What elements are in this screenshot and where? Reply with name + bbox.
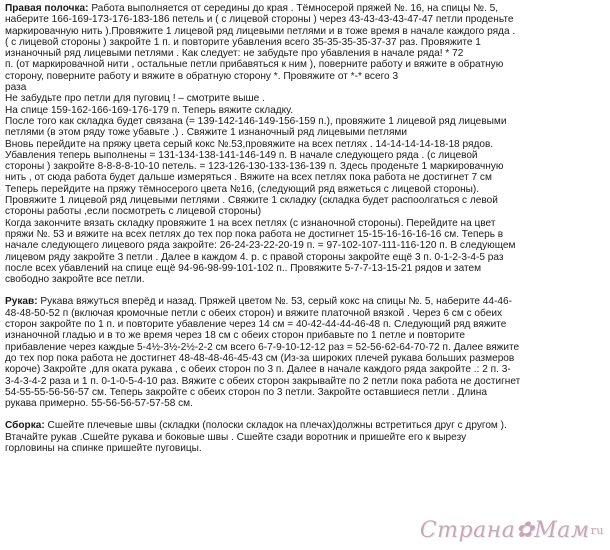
line-text: Рукава вяжуться вперёд и назад. Пряжей цветом №. 53, серый кокс на спицы №. 5, наберите 44-46- xyxy=(37,296,512,308)
text-line xyxy=(5,14,605,25)
line-text: начале следующего лицевого ряда закройте: 26-24-23-22-20-19 п. = 97-102-107-111-116-120 п. В следующем xyxy=(5,240,516,252)
text-line xyxy=(5,263,605,274)
text-line xyxy=(5,353,605,364)
line-text: наберите 166-169-173-176-183-186 петель и ( с лицевой стороны ) через 43-43-43-43-47-47 петли проденьте xyxy=(5,14,514,26)
line-text: нить , от сюда работа будет дальше измеряться . Вяжите на всех петлях пока работа не достигнет 7 см xyxy=(5,172,492,184)
line-text: 48-48-50-52 п (включая кромочные петли с обеих сторон) и вяжите платочной вязкой . Через 6 см с обеих xyxy=(5,307,503,319)
text-line xyxy=(5,48,605,59)
text-line xyxy=(5,116,605,127)
text-line xyxy=(5,420,605,431)
text-line xyxy=(5,387,605,398)
text-line xyxy=(5,26,605,37)
text-line xyxy=(5,432,605,443)
section-paragraph xyxy=(5,420,605,454)
text-line xyxy=(5,93,605,104)
section-spacer xyxy=(5,285,605,296)
line-text: стороны работы ,если посмотреть с лицевой стороны) xyxy=(5,206,262,218)
line-text: короче) Закройте ,для оката рукава , с обеих сторон по 3 п. Далее в начале каждого ряда закройте .: 2 п. 3- xyxy=(5,364,511,376)
line-text: лицевом ряду закройте 3 петли . Далее в каждом 4. р. с правой стороны закройте ещё 3 п. 0-1-2-3-4-5 раз xyxy=(5,251,504,263)
text-line xyxy=(5,139,605,150)
watermark-domain: ru xyxy=(590,523,604,537)
text-line xyxy=(5,161,605,172)
text-line xyxy=(5,3,605,14)
text-line xyxy=(5,195,605,206)
line-text: до тех пор пока работа не достигнет 48-48-48-46-45-43 см (Из-за широких плечей рукава больших размеров xyxy=(5,352,515,364)
line-text: Не забудьте про петли для пуговиц ! – смотрите выше . xyxy=(5,93,265,105)
text-line xyxy=(5,274,605,285)
line-text: изнаночный ряд лицевыми петлями . Как следует: не забудьте про убавления в начале ряда! * 72 xyxy=(5,48,464,60)
line-text: сторон закройте по 1 п. и повторите убавление через 14 см = 40-42-44-44-46-48 п. Следующий ряд вяжите xyxy=(5,319,507,331)
text-line xyxy=(5,184,605,195)
line-text: Провяжите 1 лицевой ряд лицевыми петлями . Свяжите 1 складку (складка будет распоолгаться с левой xyxy=(5,195,498,207)
line-text: Вновь перейдите на пряжу цвета серый кокс №.53,провяжите на всех петлях . 14-14-14-14-18-18 рядов. xyxy=(5,138,494,150)
text-line xyxy=(5,71,605,82)
text-line xyxy=(5,296,605,307)
text-line xyxy=(5,59,605,70)
text-line xyxy=(5,330,605,341)
line-text: рукава примерно. 55-56-56-57-57-58 см. xyxy=(5,398,193,410)
site-watermark-logo: Страна✿Мам$^{ru}$ xyxy=(419,517,604,543)
text-line xyxy=(5,308,605,319)
line-text: После того как складка будет связана (= 139-142-146-149-156-159 п.), провяжите 1 лицевой ряд лицевыми xyxy=(5,115,507,127)
line-text: Работа выполняется от середины до края . Тёмносерой пряжей №. 16, на спицы №. 5, xyxy=(88,3,499,14)
text-line xyxy=(5,229,605,240)
text-line xyxy=(5,252,605,263)
watermark-text2: Мам xyxy=(534,517,590,543)
text-line xyxy=(5,319,605,330)
text-line xyxy=(5,240,605,251)
text-line xyxy=(5,218,605,229)
text-line xyxy=(5,82,605,93)
text-line xyxy=(5,364,605,375)
text-line xyxy=(5,398,605,409)
section-heading: Рукав: xyxy=(5,296,38,308)
line-text: 54-55-55-56-56-57 см. Теперь закройте с обеих сторон по 3 петли. Закройте оставшиеся петли . Длина xyxy=(5,386,487,398)
section-heading: Правая полочка: xyxy=(5,3,89,14)
line-text: после всех убавлений на спице ещё 94-96-98-99-101-102 п.. Провяжите 5-7-7-13-15-21 рядов и затем xyxy=(5,262,482,274)
line-text: стороны ) закройте 8-8-8-8-10-10 петель. = 123-126-130-133-136-139 п. Здесь проденьте 1 маркировачную xyxy=(5,161,504,173)
text-line xyxy=(5,376,605,387)
section-paragraph xyxy=(5,296,605,409)
text-line xyxy=(5,37,605,48)
text-line xyxy=(5,206,605,217)
watermark-text: Страна xyxy=(419,517,516,543)
line-text: петлями (в этом ряду тоже убавьте .) . Свяжите 1 изнаночный ряд лицевыми петлями xyxy=(5,127,407,139)
document-body xyxy=(5,3,605,454)
line-text: изнаночной гладью и в то же время через 18 см с обеих сторон прибавьте по 1 петле и повторите xyxy=(5,330,466,342)
line-text: горловины на спинке пришейте пуговицы. xyxy=(5,442,202,454)
section-paragraph xyxy=(5,3,605,285)
section-heading: Сборка: xyxy=(5,420,45,432)
text-line xyxy=(5,342,605,353)
line-text: раза xyxy=(5,82,27,94)
line-text: свободно закройте все петли. xyxy=(5,274,145,286)
line-text: пряжи №. 53 и вяжите на всех петлях до тех пор пока работа не достигнет 15-15-16-16-16-16 см. Теперь в xyxy=(5,228,504,240)
line-text: прибавление через каждые 5-4½-3½-2½-2-2 см всего 6-7-9-10-12-12 раз = 52-56-62-64-70-72 п. Далее вяжите xyxy=(5,341,520,353)
line-text: п. (от маркировачной нити , остальные петли прибавяться к ним ), поверните работу и вяжите в обратную xyxy=(5,59,504,71)
line-text: Убавления теперь выполнены = 131-134-138-141-146-149 п. В начале следующего ряда . (с лицевой xyxy=(5,149,478,161)
line-text: ( с лицевой стороны ) закройте 1 п. и повторите убавления всего 35-35-35-35-37-37 раз. Провяжите 1 xyxy=(5,36,481,48)
text-line xyxy=(5,105,605,116)
section-spacer xyxy=(5,409,605,420)
line-text: 3-4-3-4-2 раза и 1 п. 0-1-0-5-4-10 раз. Вяжите с обеих сторон закрывайте по 2 петли пока работа не достигнет xyxy=(5,375,521,387)
text-line xyxy=(5,443,605,454)
line-text: маркировачную нить ).Провяжите 1 лицевой ряд лицевыми петлями и в тоже время в начале каждого ряда . xyxy=(5,25,516,37)
line-text: На спице 159-162-166-169-176-179 п. Теперь вяжите складку. xyxy=(5,104,294,116)
line-text: сторону, поверните работу и вяжите в обратную сторону *. Провяжите от *-* всего 3 xyxy=(5,70,399,82)
line-text: Теперь перейдите на пряжу тёмносерого цвета №16, (следующий ряд вяжеться с лицевой стороны). xyxy=(5,183,480,195)
line-text: Сшейте плечевые швы (складки (полоски складок на плечах)должны встретиться друг с другом ). xyxy=(44,420,507,432)
text-line xyxy=(5,127,605,138)
line-text: Когда закончите вязать складку провяжите 1 на всех петлях (с изнаночной стороны). Перейдите на цвет xyxy=(5,217,496,229)
text-line xyxy=(5,150,605,161)
line-text: Втачайте рукав .Сшейте рукава и боковые швы . Сшейте сзади воротник и пришейте его к вырезу xyxy=(5,431,467,443)
text-line xyxy=(5,172,605,183)
